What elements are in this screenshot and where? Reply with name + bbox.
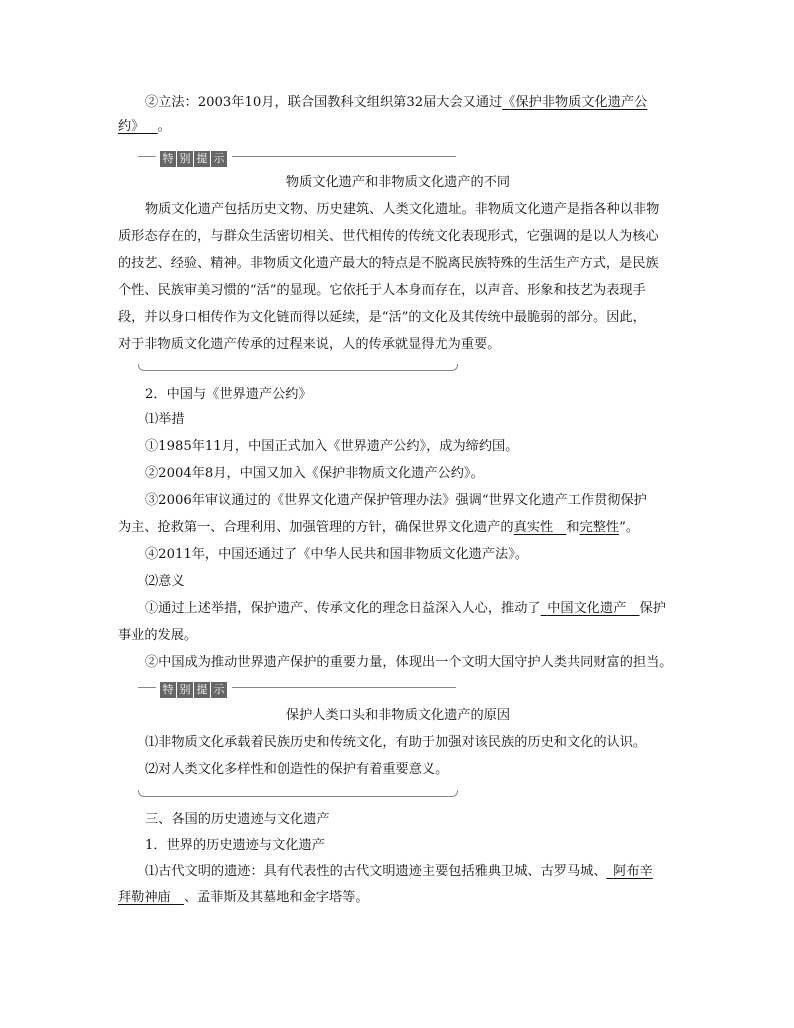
tip-label: 特 别 提 示 xyxy=(156,147,232,163)
paragraph-line: 质形态存在的，与群众生活密切相关、世代相传的传统文化表现形式，它强调的是以人为核心 xyxy=(118,229,659,244)
tip-end-rule-1 xyxy=(138,364,458,371)
tip-label: 特 别 提 示 xyxy=(156,678,232,694)
section-heading: 三、各国的历史遗迹与文化遗产 xyxy=(145,812,330,827)
answer-blank: 约》 xyxy=(118,119,145,134)
list-item: ③2006年审议通过的《世界文化遗产保护管理办法》强调“世界文化遗产工作贯彻保护 xyxy=(145,493,647,508)
section-heading: 2．中国与《世界遗产公约》 xyxy=(145,387,312,402)
paragraph-line: 段，并以身口相传作为文化链而得以延续，是“活”的文化及其传统中最脆弱的部分。因此， xyxy=(118,310,646,325)
answer-blank: 真实性 xyxy=(513,520,554,535)
answer-blank: 中国文化遗产 xyxy=(547,601,627,616)
list-item: ②中国成为推动世界遗产保护的重要力量，体现出一个文明大国守护人类共同财富的担当。 xyxy=(145,655,673,670)
answer-blank: 《保护非物质文化遗产公 xyxy=(502,95,648,110)
subsection-heading: ⑵意义 xyxy=(145,574,185,589)
paragraph-line: 个性、民族审美习惯的“活”的显现。它依托于人本身而存在，以声音、形象和技艺为表现手 xyxy=(118,283,646,298)
list-item: ②2004年8月，中国又加入《保护非物质文化遗产公约》。 xyxy=(145,466,484,481)
legislation-line-cont: 约》 。 xyxy=(118,119,171,134)
subsection-heading: 1．世界的历史遗迹与文化遗产 xyxy=(145,838,325,853)
list-item: ⑵对人类文化多样性和创造性的保护有着重要意义。 xyxy=(145,762,449,777)
legislation-line: ②立法：2003年10月，联合国教科文组织第32届大会又通过《保护非物质文化遗产公 xyxy=(145,95,648,110)
list-item-cont: 拜勒神庙 、孟菲斯及其墓地和金字塔等。 xyxy=(118,890,369,905)
list-item-cont: 事业的发展。 xyxy=(118,628,198,643)
list-item: ①通过上述举措，保护遗产、传承文化的理念日益深入人心，推动了 中国文化遗产 保护 xyxy=(145,601,666,616)
tip-end-rule-2 xyxy=(138,790,458,797)
paragraph-line: 的技艺、经验、精神。非物质文化遗产最大的特点是不脱离民族特殊的生活生产方式，是民族 xyxy=(118,256,659,271)
answer-blank: 阿布辛 xyxy=(613,864,653,879)
tip-heading: 保护人类口头和非物质文化遗产的原因 xyxy=(285,708,511,723)
answer-blank: 完整性 xyxy=(579,520,620,535)
paragraph-line: 物质文化遗产包括历史文物、历史建筑、人类文化遗址。非物质文化遗产是指各种以非物 xyxy=(145,202,660,217)
answer-blank: 拜勒神庙 xyxy=(118,890,171,905)
subsection-heading: ⑴举措 xyxy=(145,412,185,427)
list-item: ④2011年，中国还通过了《中华人民共和国非物质文化遗产法》。 xyxy=(145,547,529,562)
list-item: ①1985年11月，中国正式加入《世界遗产公约》，成为缔约国。 xyxy=(145,439,519,454)
tip-header-1 xyxy=(138,147,456,165)
list-item: ⑴古代文明的遗迹：具有代表性的古代文明遗迹主要包括雅典卫城、古罗马城、 阿布辛 xyxy=(145,864,653,879)
list-item: ⑴非物质文化承载着民族历史和传统文化，有助于加强对该民族的历史和文化的认识。 xyxy=(145,735,647,750)
tip-header-2 xyxy=(138,678,456,696)
tip-heading: 物质文化遗产和非物质文化遗产的不同 xyxy=(285,175,511,190)
paragraph-line: 对于非物质文化遗产传承的过程来说，人的传承就显得尤为重要。 xyxy=(118,337,501,352)
list-item-cont: 为主、抢救第一、合理利用、加强管理的方针，确保世界文化遗产的真实性 和完整性”。 xyxy=(118,520,640,535)
